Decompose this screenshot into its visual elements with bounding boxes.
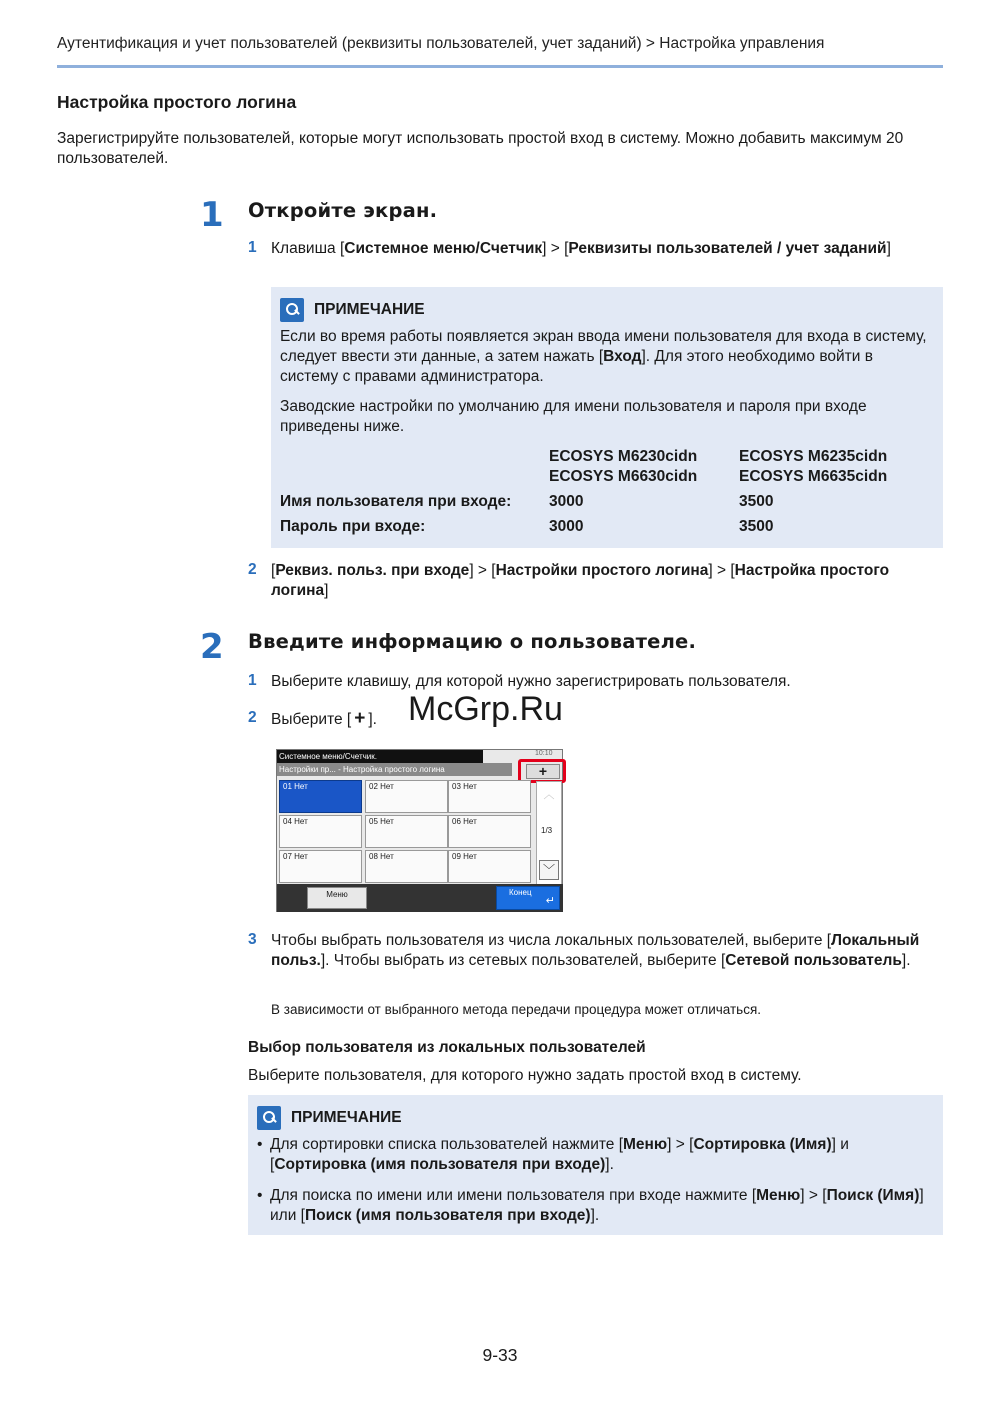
table-cell: 3000 xyxy=(549,518,584,535)
section-title: Настройка простого логина xyxy=(57,92,297,112)
substep-number: 2 xyxy=(248,709,257,726)
header-divider xyxy=(57,65,943,68)
scroll-up-icon[interactable]: ︿ xyxy=(543,789,555,801)
user-key[interactable]: 03 Нет xyxy=(448,780,531,813)
end-button[interactable]: Конец ↵ xyxy=(496,886,560,910)
substep-number: 1 xyxy=(248,239,257,256)
watermark: McGrp.Ru xyxy=(408,690,563,728)
note-box xyxy=(248,1095,943,1235)
note-box xyxy=(271,287,943,548)
table-row-label: Имя пользователя при входе: xyxy=(280,493,512,510)
table-header: ECOSYS M6230cidn ECOSYS M6630cidn xyxy=(549,448,698,485)
note-icon xyxy=(280,298,304,327)
enter-icon: ↵ xyxy=(545,895,555,907)
note-bullet: Для сортировки списка пользователей нажмите [Меню] > [Сортировка (Имя)] и [Сортировка (имя пользователя при входе)]. xyxy=(270,1136,849,1173)
add-button[interactable]: + xyxy=(526,764,560,779)
user-key[interactable]: 05 Нет xyxy=(365,815,448,848)
user-key[interactable]: 01 Нет xyxy=(279,780,362,813)
scroll-panel xyxy=(536,781,562,885)
user-key[interactable]: 04 Нет xyxy=(279,815,362,848)
user-key[interactable]: 09 Нет xyxy=(448,850,531,883)
step-title: Введите информацию о пользователе. xyxy=(248,630,697,653)
scroll-down-icon[interactable]: ﹀ xyxy=(539,860,559,880)
breadcrumb: Аутентификация и учет пользователей (реквизиты пользователей, учет заданий) > Настройка управления xyxy=(57,35,825,52)
substep-number: 3 xyxy=(248,931,257,948)
note-title: ПРИМЕЧАНИЕ xyxy=(314,301,425,318)
bullet-icon: • xyxy=(257,1187,263,1204)
user-key[interactable]: 07 Нет xyxy=(279,850,362,883)
table-header: ECOSYS M6235cidn ECOSYS M6635cidn xyxy=(739,448,888,485)
menu-button[interactable]: Меню xyxy=(307,887,367,909)
note-title: ПРИМЕЧАНИЕ xyxy=(291,1109,402,1126)
section-intro: Зарегистрируйте пользователей, которые могут использовать простой вход в систему. Можно добавить максимум 20 пользователей. xyxy=(57,130,904,167)
subsection-text: Выберите пользователя, для которого нужно задать простой вход в систему. xyxy=(248,1067,802,1084)
screen-time: 10:10 xyxy=(535,750,553,757)
step-number: 2 xyxy=(200,627,224,667)
table-cell: 3500 xyxy=(739,518,774,535)
substep-text: Чтобы выбрать пользователя из числа локальных пользователей, выберите [Локальный польз.]. Чтобы выбрать из сетевых пользователей, выберите [Сетевой пользователь]. xyxy=(271,932,920,969)
note-paragraph: Заводские настройки по умолчанию для имени пользователя и пароля при входе приведены ниже. xyxy=(280,398,867,435)
note-icon xyxy=(257,1106,281,1135)
page-indicator: 1/3 xyxy=(541,826,553,835)
screen-title-bar: Системное меню/Счетчик. xyxy=(277,750,483,763)
user-key[interactable]: 06 Нет xyxy=(448,815,531,848)
screen-breadcrumb: Настройки пр... - Настройка простого логина xyxy=(277,763,512,776)
table-cell: 3500 xyxy=(739,493,774,510)
bullet-icon: • xyxy=(257,1136,263,1153)
substep-text: Клавиша [Системное меню/Счетчик] > [Реквизиты пользователей / учет заданий] xyxy=(271,240,891,257)
substep-text: Выберите клавишу, для которой нужно зарегистрировать пользователя. xyxy=(271,673,791,690)
substep-hint: В зависимости от выбранного метода передачи процедура может отличаться. xyxy=(271,1002,762,1017)
substep-number: 2 xyxy=(248,561,257,578)
step-number: 1 xyxy=(200,195,224,235)
page-number: 9-33 xyxy=(482,1345,518,1365)
substep-text: Выберите [ + ]. xyxy=(271,708,377,729)
plus-icon: + xyxy=(354,708,366,729)
table-cell: 3000 xyxy=(549,493,584,510)
note-bullet: Для поиска по имени или имени пользователя при входе нажмите [Меню] > [Поиск (Имя)] или [Поиск (имя пользователя при входе)]. xyxy=(270,1187,924,1224)
substep-number: 1 xyxy=(248,672,257,689)
subsection-title: Выбор пользователя из локальных пользователей xyxy=(248,1039,646,1056)
substep-text: [Реквиз. польз. при входе] > [Настройки простого логина] > [Настройка простого логина] xyxy=(271,562,890,599)
step-title: Откройте экран. xyxy=(248,199,438,222)
note-paragraph: Если во время работы появляется экран ввода имени пользователя для входа в систему, следует ввести эти данные, а затем нажать [Вход]. Для этого необходимо войти в систему с правами администратора. xyxy=(280,328,927,385)
table-row-label: Пароль при входе: xyxy=(280,518,426,535)
user-key[interactable]: 08 Нет xyxy=(365,850,448,883)
device-screen xyxy=(276,749,563,912)
user-key[interactable]: 02 Нет xyxy=(365,780,448,813)
